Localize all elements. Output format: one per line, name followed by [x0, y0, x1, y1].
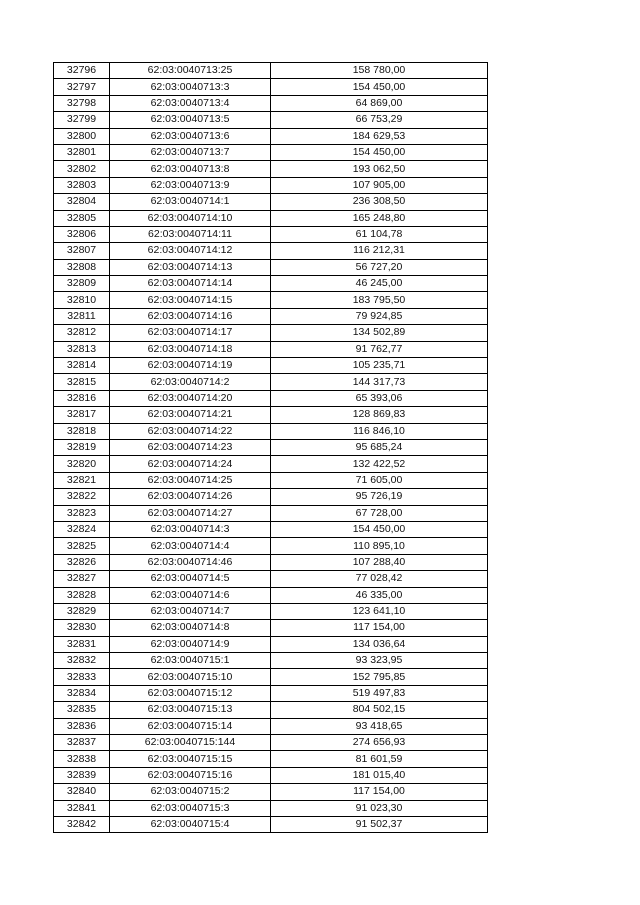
row-number-cell: 32828 [54, 587, 110, 603]
value-cell: 116 212,31 [271, 243, 488, 259]
table-row [54, 702, 488, 718]
cadastral-number-cell: 62:03:0040714:26 [110, 489, 271, 505]
value-cell: 91 023,30 [271, 800, 488, 816]
value-cell: 81 601,59 [271, 751, 488, 767]
row-number-cell: 32800 [54, 128, 110, 144]
cadastral-number-cell: 62:03:0040715:15 [110, 751, 271, 767]
table-row [54, 144, 488, 160]
cadastral-number-cell: 62:03:0040714:1 [110, 194, 271, 210]
row-number-cell: 32810 [54, 292, 110, 308]
value-cell: 67 728,00 [271, 505, 488, 521]
value-cell: 134 502,89 [271, 325, 488, 341]
cadastral-number-cell: 62:03:0040714:21 [110, 407, 271, 423]
row-number-cell: 32833 [54, 669, 110, 685]
value-cell: 56 727,20 [271, 259, 488, 275]
row-number-cell: 32839 [54, 767, 110, 783]
table-row [54, 210, 488, 226]
value-cell: 95 685,24 [271, 439, 488, 455]
cadastral-number-cell: 62:03:0040714:46 [110, 554, 271, 570]
row-number-cell: 32803 [54, 177, 110, 193]
table-row [54, 718, 488, 734]
row-number-cell: 32813 [54, 341, 110, 357]
table-row [54, 243, 488, 259]
cadastral-number-cell: 62:03:0040714:14 [110, 276, 271, 292]
table-row [54, 800, 488, 816]
value-cell: 65 393,06 [271, 390, 488, 406]
table-row [54, 603, 488, 619]
value-cell: 91 762,77 [271, 341, 488, 357]
value-cell: 61 104,78 [271, 226, 488, 242]
value-cell: 93 418,65 [271, 718, 488, 734]
row-number-cell: 32808 [54, 259, 110, 275]
table-row [54, 685, 488, 701]
cadastral-number-cell: 62:03:0040715:12 [110, 685, 271, 701]
table-row [54, 521, 488, 537]
row-number-cell: 32838 [54, 751, 110, 767]
value-cell: 804 502,15 [271, 702, 488, 718]
value-cell: 123 641,10 [271, 603, 488, 619]
row-number-cell: 32819 [54, 439, 110, 455]
row-number-cell: 32802 [54, 161, 110, 177]
cadastral-number-cell: 62:03:0040714:7 [110, 603, 271, 619]
cadastral-number-cell: 62:03:0040714:27 [110, 505, 271, 521]
table-row [54, 374, 488, 390]
cadastral-number-cell: 62:03:0040713:8 [110, 161, 271, 177]
value-cell: 183 795,50 [271, 292, 488, 308]
table-row [54, 571, 488, 587]
table-row [54, 358, 488, 374]
row-number-cell: 32834 [54, 685, 110, 701]
row-number-cell: 32798 [54, 95, 110, 111]
row-number-cell: 32799 [54, 112, 110, 128]
row-number-cell: 32816 [54, 390, 110, 406]
cadastral-number-cell: 62:03:0040714:17 [110, 325, 271, 341]
value-cell: 64 869,00 [271, 95, 488, 111]
table-row [54, 489, 488, 505]
row-number-cell: 32835 [54, 702, 110, 718]
table-row [54, 784, 488, 800]
cadastral-number-cell: 62:03:0040714:3 [110, 521, 271, 537]
value-cell: 110 895,10 [271, 538, 488, 554]
table-body [54, 63, 488, 833]
value-cell: 132 422,52 [271, 456, 488, 472]
row-number-cell: 32831 [54, 636, 110, 652]
cadastral-number-cell: 62:03:0040714:22 [110, 423, 271, 439]
cadastral-number-cell: 62:03:0040714:2 [110, 374, 271, 390]
table-row [54, 194, 488, 210]
table-row [54, 735, 488, 751]
cadastral-number-cell: 62:03:0040714:23 [110, 439, 271, 455]
table-row [54, 439, 488, 455]
cadastral-number-cell: 62:03:0040715:14 [110, 718, 271, 734]
row-number-cell: 32818 [54, 423, 110, 439]
table-row [54, 423, 488, 439]
value-cell: 181 015,40 [271, 767, 488, 783]
value-cell: 117 154,00 [271, 784, 488, 800]
row-number-cell: 32829 [54, 603, 110, 619]
value-cell: 107 905,00 [271, 177, 488, 193]
row-number-cell: 32812 [54, 325, 110, 341]
value-cell: 95 726,19 [271, 489, 488, 505]
value-cell: 158 780,00 [271, 63, 488, 79]
value-cell: 71 605,00 [271, 472, 488, 488]
cadastral-number-cell: 62:03:0040713:6 [110, 128, 271, 144]
row-number-cell: 32814 [54, 358, 110, 374]
cadastral-number-cell: 62:03:0040714:18 [110, 341, 271, 357]
value-cell: 134 036,64 [271, 636, 488, 652]
cadastral-number-cell: 62:03:0040714:13 [110, 259, 271, 275]
row-number-cell: 32825 [54, 538, 110, 554]
value-cell: 91 502,37 [271, 816, 488, 832]
row-number-cell: 32796 [54, 63, 110, 79]
cadastral-number-cell: 62:03:0040715:13 [110, 702, 271, 718]
cadastral-number-cell: 62:03:0040714:4 [110, 538, 271, 554]
cadastral-number-cell: 62:03:0040714:19 [110, 358, 271, 374]
cadastral-number-cell: 62:03:0040715:4 [110, 816, 271, 832]
row-number-cell: 32840 [54, 784, 110, 800]
table-row [54, 259, 488, 275]
value-cell: 128 869,83 [271, 407, 488, 423]
row-number-cell: 32842 [54, 816, 110, 832]
table-row [54, 276, 488, 292]
table-row [54, 95, 488, 111]
table-row [54, 407, 488, 423]
value-cell: 117 154,00 [271, 620, 488, 636]
table-row [54, 554, 488, 570]
row-number-cell: 32807 [54, 243, 110, 259]
table-row [54, 161, 488, 177]
row-number-cell: 32826 [54, 554, 110, 570]
table-row [54, 128, 488, 144]
cadastral-number-cell: 62:03:0040714:5 [110, 571, 271, 587]
table-row [54, 325, 488, 341]
row-number-cell: 32830 [54, 620, 110, 636]
table-row [54, 177, 488, 193]
cadastral-number-cell: 62:03:0040714:16 [110, 308, 271, 324]
table-row [54, 620, 488, 636]
table-row [54, 79, 488, 95]
row-number-cell: 32817 [54, 407, 110, 423]
cadastral-value-table [53, 62, 488, 833]
value-cell: 274 656,93 [271, 735, 488, 751]
row-number-cell: 32801 [54, 144, 110, 160]
row-number-cell: 32824 [54, 521, 110, 537]
value-cell: 93 323,95 [271, 653, 488, 669]
row-number-cell: 32836 [54, 718, 110, 734]
table-row [54, 341, 488, 357]
cadastral-number-cell: 62:03:0040714:6 [110, 587, 271, 603]
value-cell: 66 753,29 [271, 112, 488, 128]
cadastral-number-cell: 62:03:0040715:2 [110, 784, 271, 800]
row-number-cell: 32832 [54, 653, 110, 669]
cadastral-number-cell: 62:03:0040714:15 [110, 292, 271, 308]
value-cell: 152 795,85 [271, 669, 488, 685]
value-cell: 144 317,73 [271, 374, 488, 390]
table-row [54, 669, 488, 685]
table-row [54, 308, 488, 324]
cadastral-number-cell: 62:03:0040713:25 [110, 63, 271, 79]
row-number-cell: 32823 [54, 505, 110, 521]
table-row [54, 456, 488, 472]
cadastral-number-cell: 62:03:0040715:1 [110, 653, 271, 669]
table-row [54, 292, 488, 308]
value-cell: 519 497,83 [271, 685, 488, 701]
row-number-cell: 32841 [54, 800, 110, 816]
table-row [54, 63, 488, 79]
table-row [54, 505, 488, 521]
cadastral-number-cell: 62:03:0040713:9 [110, 177, 271, 193]
cadastral-number-cell: 62:03:0040714:20 [110, 390, 271, 406]
value-cell: 184 629,53 [271, 128, 488, 144]
row-number-cell: 32811 [54, 308, 110, 324]
row-number-cell: 32821 [54, 472, 110, 488]
table-row [54, 587, 488, 603]
value-cell: 154 450,00 [271, 144, 488, 160]
table-row [54, 653, 488, 669]
cadastral-number-cell: 62:03:0040715:16 [110, 767, 271, 783]
table-row [54, 112, 488, 128]
cadastral-number-cell: 62:03:0040714:11 [110, 226, 271, 242]
value-cell: 154 450,00 [271, 521, 488, 537]
cadastral-number-cell: 62:03:0040715:10 [110, 669, 271, 685]
table-row [54, 226, 488, 242]
table-row [54, 816, 488, 832]
table-row [54, 751, 488, 767]
cadastral-number-cell: 62:03:0040713:7 [110, 144, 271, 160]
row-number-cell: 32806 [54, 226, 110, 242]
row-number-cell: 32797 [54, 79, 110, 95]
cadastral-number-cell: 62:03:0040714:10 [110, 210, 271, 226]
table-row [54, 538, 488, 554]
cadastral-number-cell: 62:03:0040714:25 [110, 472, 271, 488]
value-cell: 116 846,10 [271, 423, 488, 439]
value-cell: 154 450,00 [271, 79, 488, 95]
cadastral-number-cell: 62:03:0040714:12 [110, 243, 271, 259]
cadastral-number-cell: 62:03:0040714:9 [110, 636, 271, 652]
value-cell: 46 245,00 [271, 276, 488, 292]
row-number-cell: 32809 [54, 276, 110, 292]
cadastral-number-cell: 62:03:0040713:5 [110, 112, 271, 128]
table-row [54, 472, 488, 488]
value-cell: 193 062,50 [271, 161, 488, 177]
table-row [54, 636, 488, 652]
row-number-cell: 32820 [54, 456, 110, 472]
row-number-cell: 32815 [54, 374, 110, 390]
value-cell: 79 924,85 [271, 308, 488, 324]
cadastral-number-cell: 62:03:0040715:144 [110, 735, 271, 751]
row-number-cell: 32822 [54, 489, 110, 505]
row-number-cell: 32805 [54, 210, 110, 226]
row-number-cell: 32827 [54, 571, 110, 587]
value-cell: 77 028,42 [271, 571, 488, 587]
table-row [54, 390, 488, 406]
table-row [54, 767, 488, 783]
value-cell: 236 308,50 [271, 194, 488, 210]
value-cell: 165 248,80 [271, 210, 488, 226]
value-cell: 105 235,71 [271, 358, 488, 374]
cadastral-number-cell: 62:03:0040714:8 [110, 620, 271, 636]
value-cell: 107 288,40 [271, 554, 488, 570]
row-number-cell: 32837 [54, 735, 110, 751]
row-number-cell: 32804 [54, 194, 110, 210]
cadastral-number-cell: 62:03:0040713:4 [110, 95, 271, 111]
value-cell: 46 335,00 [271, 587, 488, 603]
cadastral-number-cell: 62:03:0040713:3 [110, 79, 271, 95]
cadastral-number-cell: 62:03:0040715:3 [110, 800, 271, 816]
cadastral-number-cell: 62:03:0040714:24 [110, 456, 271, 472]
